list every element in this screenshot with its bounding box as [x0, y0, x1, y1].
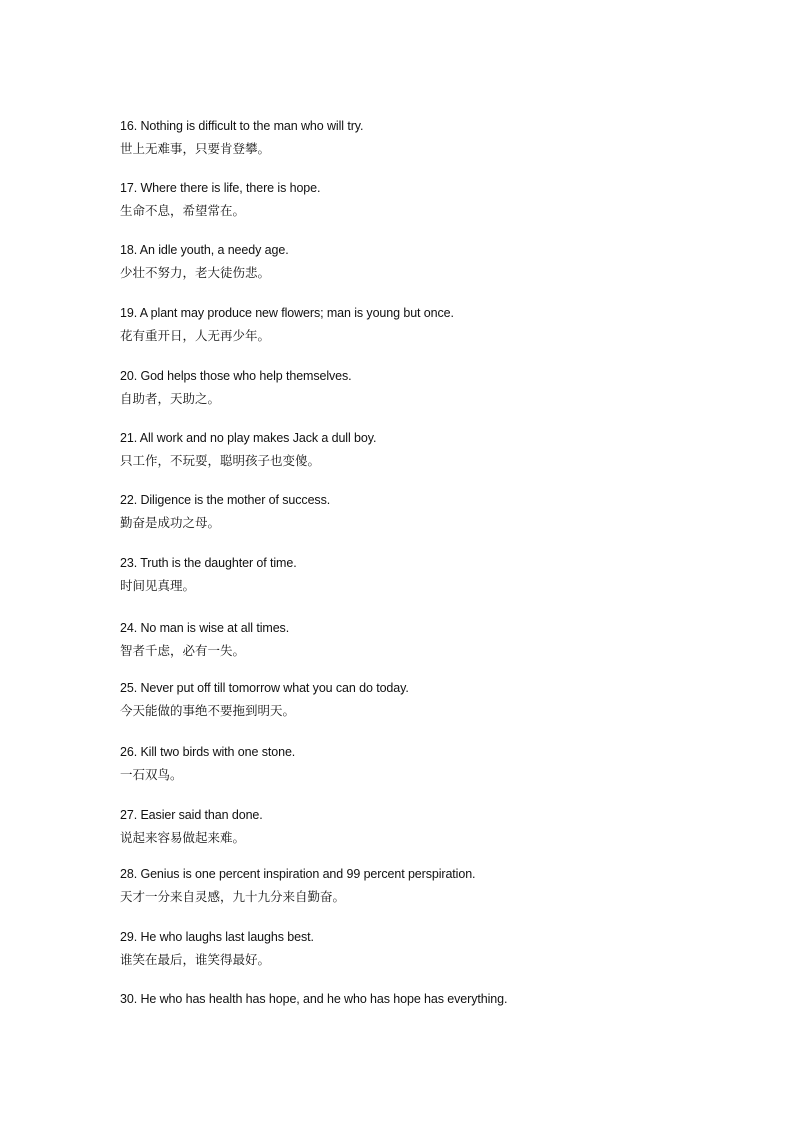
proverb-chinese: 时间见真理。: [120, 578, 196, 593]
proverb-chinese: 世上无难事，只要肯登攀。: [120, 141, 271, 156]
proverb-english: 17. Where there is life, there is hope.: [120, 181, 321, 195]
proverb-english: 27. Easier said than done.: [120, 808, 263, 822]
proverb-english: 19. A plant may produce new flowers; man is young but once.: [120, 306, 454, 320]
proverb-chinese: 自助者，天助之。: [120, 391, 221, 406]
proverb-entry-23: [120, 555, 680, 594]
proverb-english: 22. Diligence is the mother of success.: [120, 493, 331, 507]
proverb-chinese: 花有重开日，人无再少年。: [120, 328, 271, 343]
proverb-chinese: 一石双鸟。: [120, 767, 183, 782]
proverb-chinese: 说起来容易做起来难。: [120, 830, 246, 845]
proverb-entry-16: [120, 118, 680, 157]
proverb-english: 20. God helps those who help themselves.: [120, 369, 352, 383]
proverb-entry-19: [120, 305, 680, 344]
proverb-english: 26. Kill two birds with one stone.: [120, 745, 296, 759]
proverb-entry-28: [120, 866, 680, 905]
proverb-entry-29: [120, 929, 680, 968]
proverb-chinese: 少壮不努力，老大徒伤悲。: [120, 265, 271, 280]
proverb-english: 29. He who laughs last laughs best.: [120, 930, 314, 944]
proverb-chinese: 勤奋是成功之母。: [120, 515, 221, 530]
proverb-entry-21: [120, 430, 680, 469]
proverb-entry-26: [120, 744, 680, 783]
proverb-english: 25. Never put off till tomorrow what you can do today.: [120, 681, 409, 695]
proverb-chinese: 天才一分来自灵感，九十九分来自勤奋。: [120, 889, 346, 904]
proverb-chinese: 生命不息，希望常在。: [120, 203, 246, 218]
proverb-english: 28. Genius is one percent inspiration and 99 percent perspiration.: [120, 867, 476, 881]
proverb-english: 21. All work and no play makes Jack a dull boy.: [120, 431, 377, 445]
proverb-english: 16. Nothing is difficult to the man who will try.: [120, 119, 364, 133]
proverb-entry-30: [120, 991, 680, 1008]
proverb-english: 23. Truth is the daughter of time.: [120, 556, 297, 570]
proverb-chinese: 谁笑在最后，谁笑得最好。: [120, 952, 271, 967]
proverb-entry-24: [120, 620, 680, 659]
proverb-entry-17: [120, 180, 680, 219]
proverb-entry-22: [120, 492, 680, 531]
proverb-entry-27: [120, 807, 680, 846]
proverb-chinese: 今天能做的事绝不要拖到明天。: [120, 703, 296, 718]
proverb-entry-25: [120, 680, 680, 719]
proverb-english: 24. No man is wise at all times.: [120, 621, 290, 635]
proverb-english: 18. An idle youth, a needy age.: [120, 243, 289, 257]
proverb-entry-18: [120, 242, 680, 281]
proverb-entry-20: [120, 368, 680, 407]
proverb-english: 30. He who has health has hope, and he who has hope has everything.: [120, 992, 508, 1006]
proverb-chinese: 只工作，不玩耍，聪明孩子也变傻。: [120, 453, 321, 468]
proverb-chinese: 智者千虑，必有一失。: [120, 643, 246, 658]
